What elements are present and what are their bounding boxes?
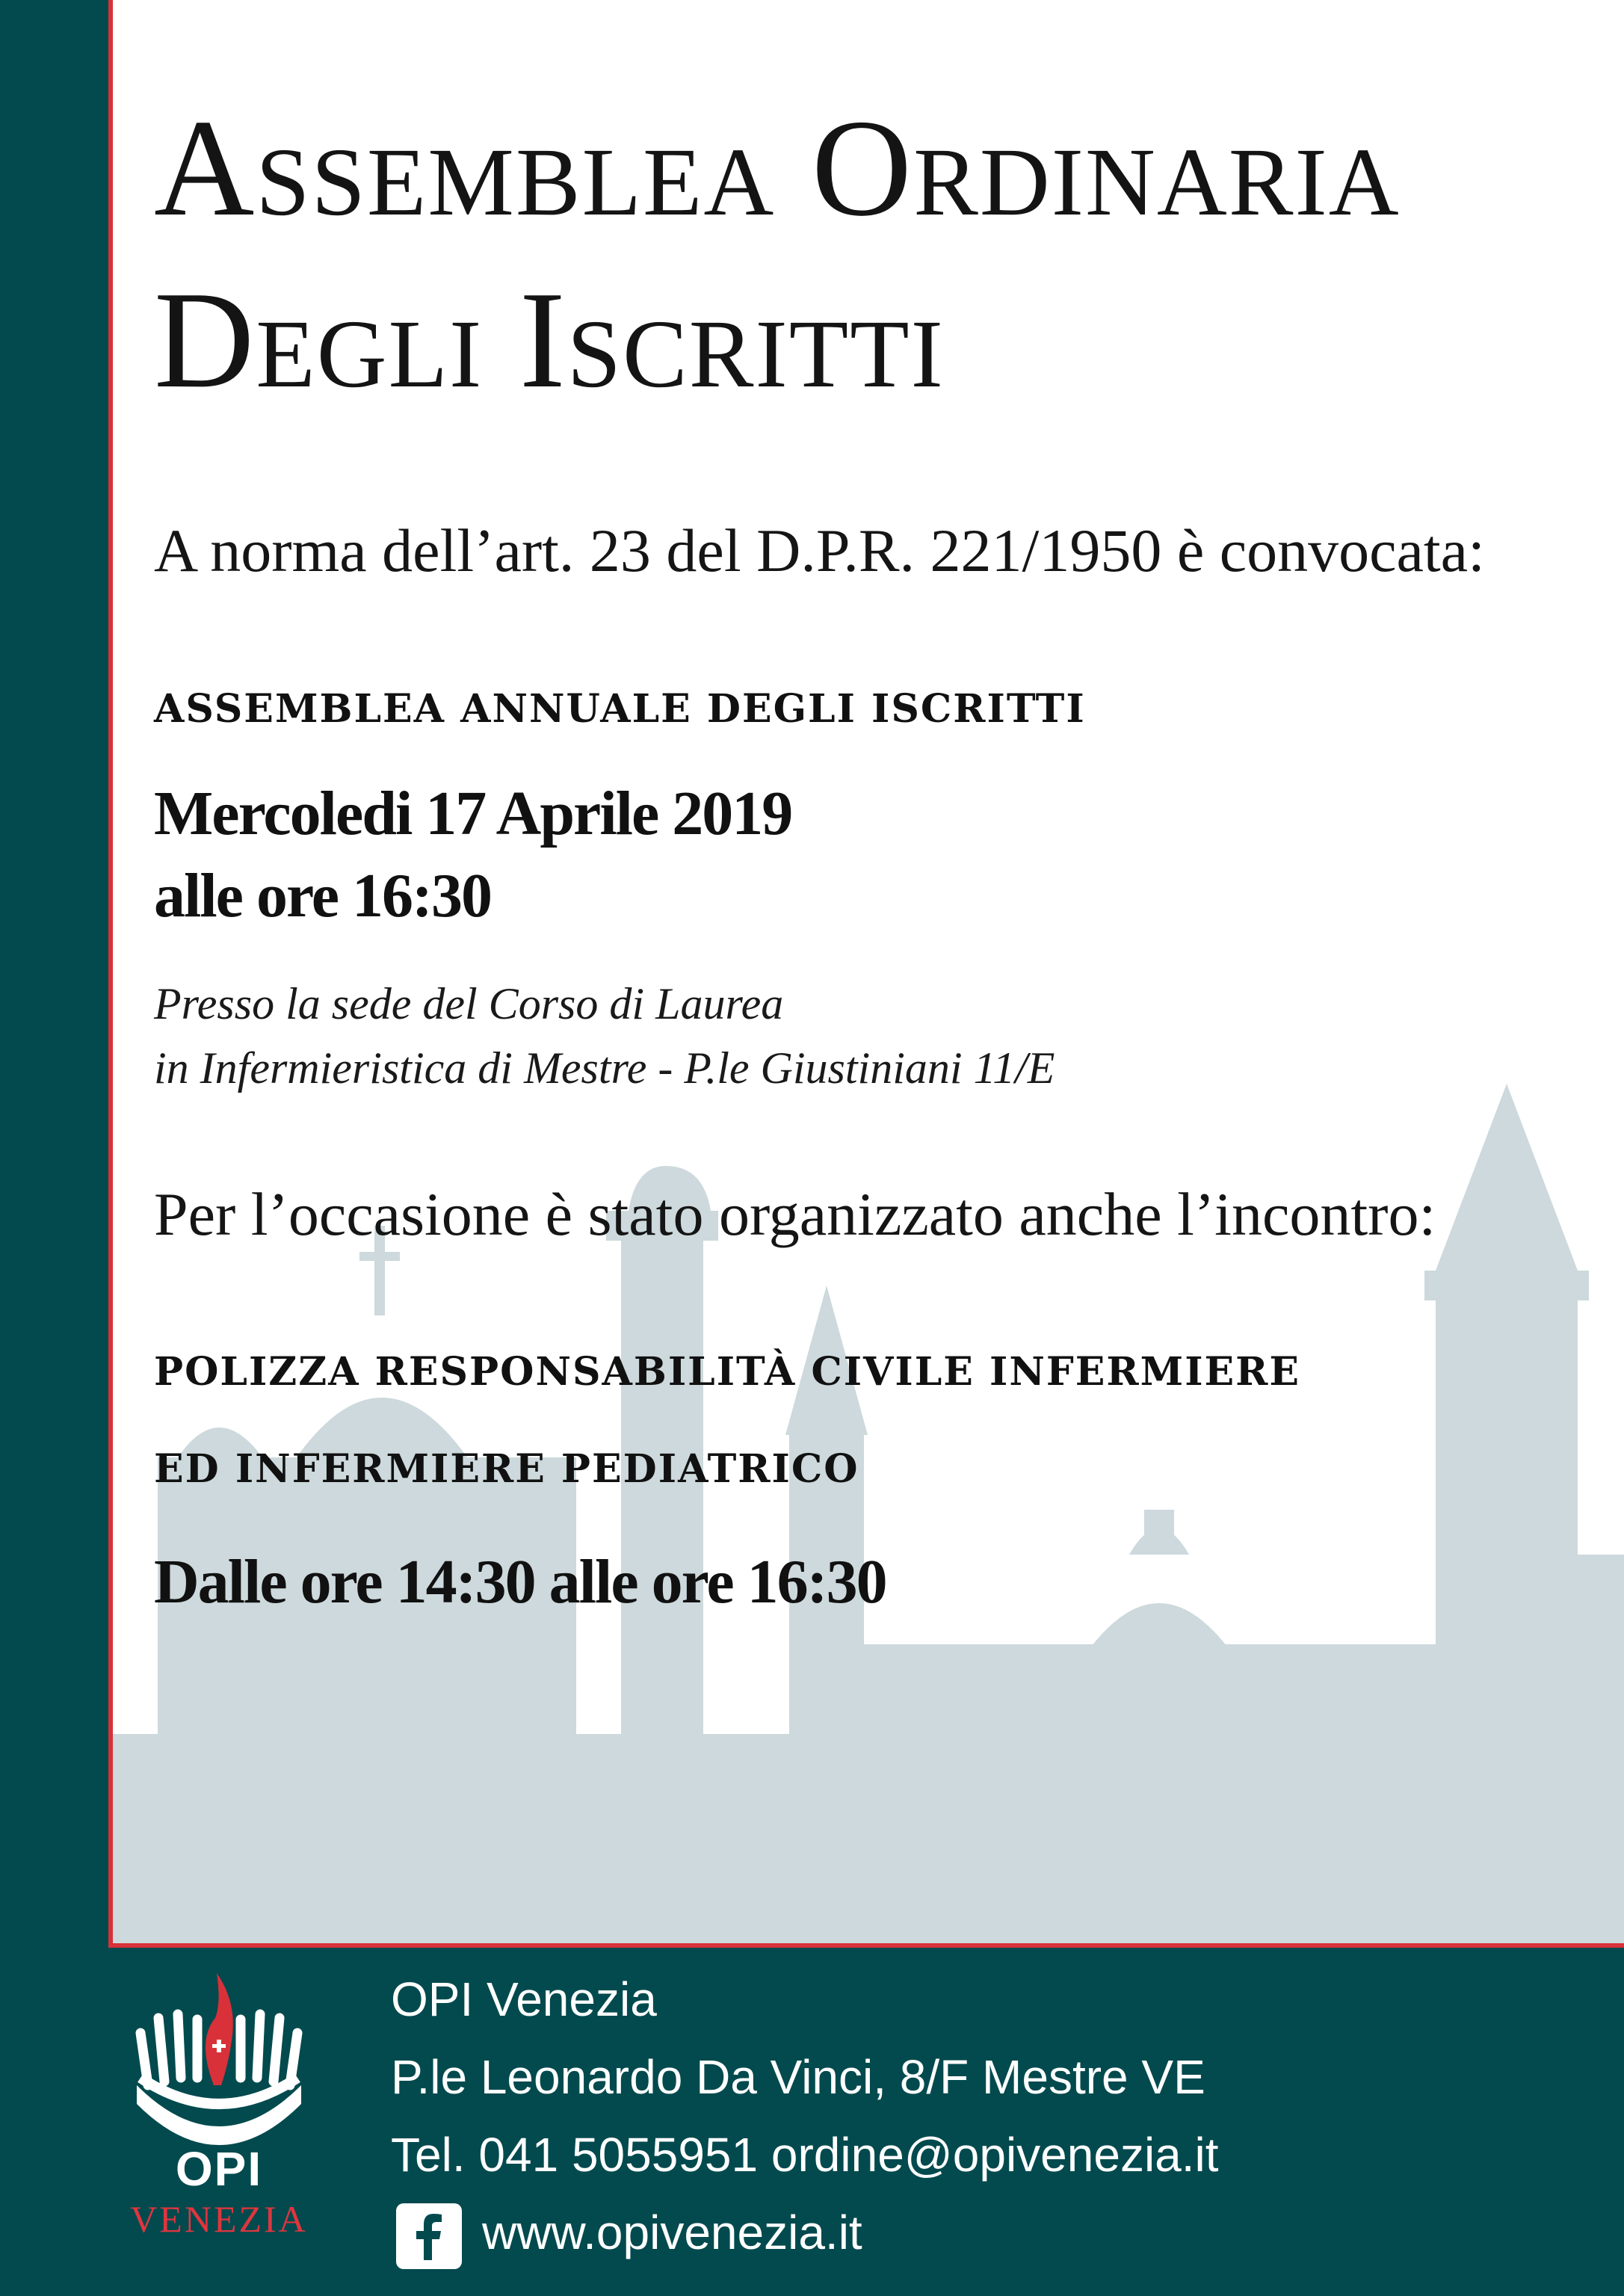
org-phone-email: Tel. 041 5055951 ordine@opivenezia.it	[391, 2128, 1219, 2182]
logo-acronym: OPI	[175, 2142, 263, 2196]
assembly-date: Mercoledi 17 Aprile 2019	[154, 779, 792, 848]
opi-logo	[126, 1973, 312, 2240]
meeting-heading-line-1: POLIZZA RESPONSABILITÀ CIVILE INFERMIERE	[154, 1349, 1301, 1395]
location-line-2: in Infermieristica di Mestre - P.le Giustiniani 11/E	[154, 1043, 1055, 1093]
meeting-heading-line-2: ED INFERMIERE PEDIATRICO	[154, 1446, 859, 1492]
assembly-heading: ASSEMBLEA ANNUALE DEGLI ISCRITTI	[154, 686, 1086, 732]
title-line-2: Degli Iscritti	[154, 263, 945, 417]
intro-text: A norma dell’art. 23 del D.P.R. 221/1950 è convocata:	[154, 516, 1485, 584]
meeting-time: Dalle ore 14:30 alle ore 16:30	[154, 1547, 886, 1617]
org-address: P.le Leonardo Da Vinci, 8/F Mestre VE	[391, 2050, 1205, 2104]
org-name: OPI Venezia	[391, 1972, 657, 2026]
location-line-1: Presso la sede del Corso di Laurea	[154, 979, 784, 1028]
website-link[interactable]: www.opivenezia.it	[482, 2206, 862, 2259]
logo-city: VENEZIA	[130, 2198, 308, 2240]
title-line-1: Assemblea Ordinaria	[154, 91, 1401, 245]
facebook-icon[interactable]	[396, 2203, 462, 2269]
assembly-time: alle ore 16:30	[154, 861, 491, 931]
occasion-text: Per l’occasione è stato organizzato anche l’incontro:	[154, 1180, 1436, 1248]
poster-panel	[108, 0, 1624, 1948]
poster-title	[154, 82, 1401, 426]
hands-flame-icon	[126, 1973, 312, 2145]
assembly-location	[154, 972, 1055, 1100]
